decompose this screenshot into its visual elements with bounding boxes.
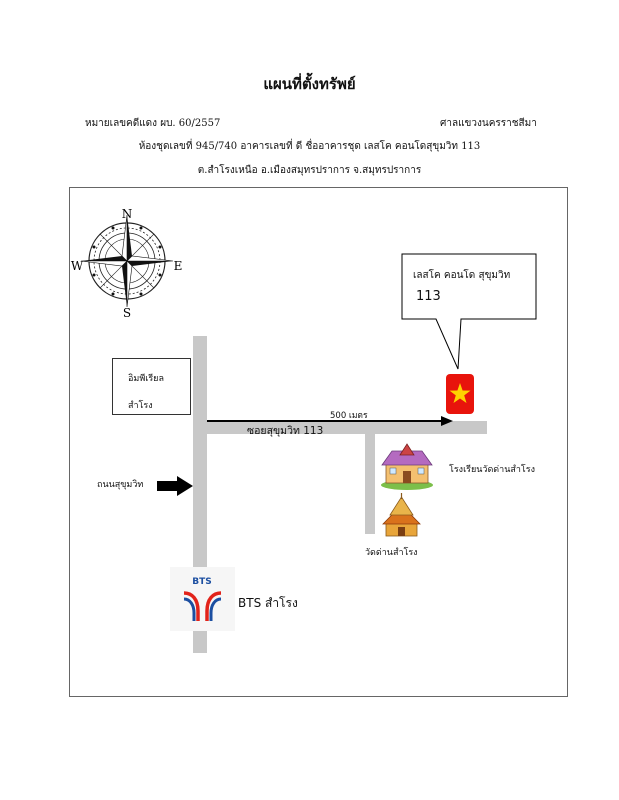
- bts-logo-icon: [170, 567, 235, 631]
- property-number: 113: [416, 289, 441, 304]
- branch-road: [365, 434, 375, 534]
- property-name: เลสโค คอนโด สุขุมวิท: [413, 270, 511, 281]
- bts-station-label: BTS สำโรง: [238, 596, 298, 610]
- address-line-1: ห้องชุดเลขที่ 945/740 อาคารเลขที่ ดี ชื่ออาคารชุด เลสโค คอนโดสุขุมวิท 113: [138, 141, 481, 152]
- main-road-arrow-icon: [157, 476, 194, 496]
- landmark-name: อิมพีเรียล: [128, 374, 164, 384]
- temple-label: วัดด่านสำโรง: [365, 548, 418, 558]
- compass-n: N: [121, 207, 133, 221]
- school-building-icon: [380, 441, 434, 490]
- compass-e: E: [173, 259, 183, 273]
- property-star-marker-icon: [445, 373, 475, 415]
- soi-label: ซอยสุขุมวิท 113: [247, 425, 324, 437]
- compass-s: S: [122, 306, 132, 319]
- distance-label: 500 เมตร: [330, 411, 368, 421]
- school-label: โรงเรียนวัดด่านสำโรง: [449, 465, 535, 475]
- case-number: หมายเลขคดีแดง ผบ. 60/2557: [85, 118, 221, 129]
- bts-logo-text: BTS: [192, 577, 212, 587]
- address-line-2: ต.สำโรงเหนือ อ.เมืองสมุทรปราการ จ.สมุทรปราการ: [197, 165, 422, 176]
- landmark-area: สำโรง: [128, 401, 153, 411]
- compass-rose-icon: [70, 207, 188, 319]
- court-name: ศาลแขวงนครราชสีมา: [440, 118, 537, 129]
- main-road-label: ถนนสุขุมวิท: [97, 480, 144, 490]
- compass-w: W: [70, 259, 84, 273]
- page-title: แผนที่ตั้งทรัพย์: [263, 75, 356, 93]
- temple-icon: [382, 493, 421, 538]
